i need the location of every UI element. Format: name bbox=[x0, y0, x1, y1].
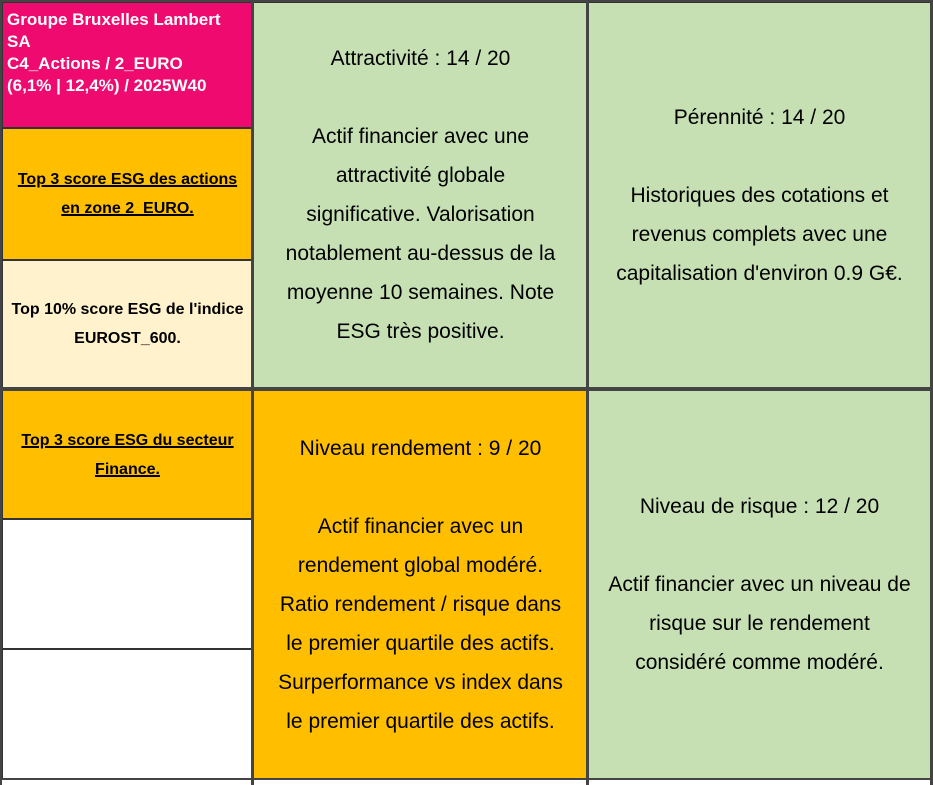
asset-header bbox=[2, 2, 253, 128]
card-rendement bbox=[253, 390, 588, 779]
empty-cell-1 bbox=[2, 519, 253, 649]
card-perennite-title: Pérennité : 14 / 20 bbox=[673, 105, 846, 129]
card-rendement-title: Niveau rendement : 9 / 20 bbox=[299, 436, 542, 460]
border-top bbox=[0, 0, 933, 2]
card-risque bbox=[588, 390, 931, 779]
card-attractivite bbox=[253, 2, 588, 388]
border-left bbox=[0, 0, 2, 785]
badge-top10-index bbox=[2, 260, 253, 388]
card-perennite bbox=[588, 2, 931, 388]
badge-top10-index-text: Top 10% score ESG de l'indice EUROST_600. bbox=[11, 301, 244, 347]
row-divider bbox=[0, 387, 933, 391]
border-bottom bbox=[0, 778, 933, 780]
empty-cell-2 bbox=[2, 649, 253, 779]
badge-top3-sector-text[interactable]: Top 3 score ESG du secteur Finance. bbox=[21, 431, 234, 478]
column-divider-left bbox=[251, 0, 254, 785]
asset-name-line-2: SA bbox=[7, 32, 31, 51]
card-risque-body: Actif financier avec un niveau de risque sur le rendement considéré comme modéré. bbox=[608, 573, 911, 674]
asset-category: C4_Actions / 2_EURO bbox=[7, 54, 183, 73]
badge-top3-zone-text[interactable]: Top 3 score ESG des actions en zone 2_EURO. bbox=[17, 171, 238, 217]
badge-top3-zone bbox=[2, 128, 253, 260]
asset-name-line-1: Groupe Bruxelles Lambert bbox=[7, 10, 221, 29]
card-rendement-body: Actif financier avec un rendement global modéré. Ratio rendement / risque dans le premier quartile des actifs. Surperformance vs index dans le premier quartile des actifs. bbox=[278, 514, 563, 733]
asset-performance-week: (6,1% | 12,4%) / 2025W40 bbox=[7, 76, 207, 95]
card-attractivite-title: Attractivité : 14 / 20 bbox=[330, 47, 511, 70]
badge-top3-sector bbox=[2, 390, 253, 519]
column-divider-middle bbox=[586, 0, 589, 785]
card-perennite-body: Historiques des cotations et revenus complets avec une capitalisation d'environ 0.9 G€. bbox=[616, 183, 903, 285]
card-risque-title: Niveau de risque : 12 / 20 bbox=[639, 495, 880, 518]
card-attractivite-body: Actif financier avec une attractivité globale significative. Valorisation notablement au-dessus de la moyenne 10 semaines. Note ESG très positive. bbox=[285, 125, 556, 343]
